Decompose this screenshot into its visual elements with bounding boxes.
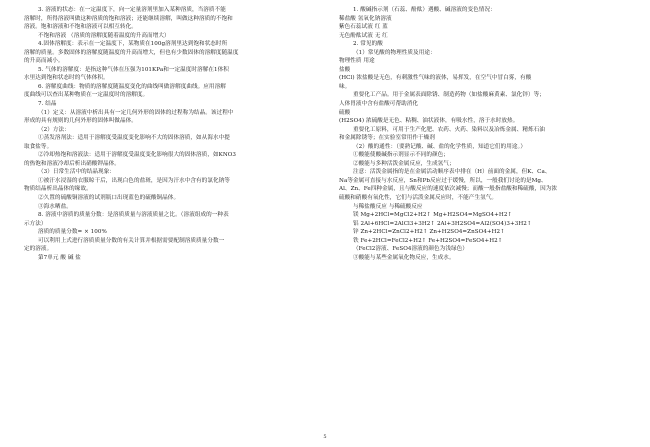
text-line: ②久置的硫酸铜溶液的试剂瓶口出现蓝色的硫酸铜晶体。 bbox=[38, 195, 180, 202]
text-line: （1）常见酸的物理性质及用途： bbox=[353, 49, 436, 56]
equation-line: 铝 2Al+6HCl=2AlCl3+3H2↑ 2Al+3H2SO4=Al2(SO4)3+3H2↑ bbox=[353, 220, 532, 227]
text-line: ②冷却热饱和溶液法：适用于溶解度受温度变化影响很大的固体溶质，如KNO3 bbox=[38, 152, 237, 159]
text-line: 示方法） bbox=[24, 220, 47, 227]
text-line: 溶液。饱和溶液和不饱和溶液可以相互转化。 bbox=[24, 24, 137, 31]
text-line: （1）定义：从溶液中析出具有一定几何外形的固体的过程称为结晶。该过程中 bbox=[38, 109, 234, 116]
text-line: 5. 气体的溶解度：是指这种气体在压强为101KPa和一定温度时溶解在1体积 bbox=[38, 66, 229, 73]
text-line: 1. 酸碱指示剂（石蕊、酚酞）遇酸、碱溶液的变色情况： bbox=[353, 7, 496, 13]
text-line: (H2SO4) 浓硫酸是无色、粘稠、油状液体，有吸水性，溶于水时放热。 bbox=[339, 118, 519, 125]
text-line: 重要化工原料，可用于生产化肥、农药、火药、染料以及冶炼金属、精炼石油 bbox=[353, 126, 545, 133]
text-line: 度曲线可以查出某种物质在一定温度时的溶解度。 bbox=[24, 92, 149, 99]
text-line: 2. 常见的酸 bbox=[353, 41, 383, 48]
text-line: 与稀盐酸反应 与稀硫酸反应 bbox=[353, 203, 423, 210]
text-line: 味。 bbox=[339, 83, 351, 90]
text-line: 3. 溶液的状态：在一定温度下，向一定量溶剂里加入某种溶质，当溶质不能 bbox=[38, 7, 226, 13]
text-line: 溶解时，所得溶液叫做这种溶质的饱和溶液；还能继续溶解，叫做这种溶质的不饱和 bbox=[24, 15, 233, 22]
text-line: 取食盐等。 bbox=[24, 143, 53, 150]
formula-line: 溶质的质量分数= × 100% bbox=[38, 229, 107, 236]
text-line: 和金属除锈等；在实验室常用作干燥剂 bbox=[339, 135, 435, 142]
equation-line: 铁 Fe+2HCl=FeCl2+H2↑ Fe+H2SO4=FeSO4+H2↑ bbox=[353, 237, 503, 244]
unit-heading: 第7单元 酸 碱 盐 bbox=[38, 254, 81, 261]
text-line: 物质结晶析出晶体的缘故。 bbox=[24, 186, 92, 193]
text-line: ①酸能使酸碱指示剂显示不同的颜色； bbox=[353, 152, 449, 159]
equation-line: 镁 Mg+2HCl=MgCl2+H2↑ Mg+H2SO4=MgSO4+H2↑ bbox=[353, 212, 513, 219]
text-line: 硫酸和硝酸有氧化性，它们与活泼金属反应时，不能产生氢气。 bbox=[339, 195, 498, 202]
text-line: ③酸能与某些金属氧化物反应，生成水。 bbox=[353, 254, 455, 261]
page-number: 5 bbox=[323, 434, 327, 440]
text-line: 物理性质 用途 bbox=[339, 58, 375, 65]
equation-line: 锌 Zn+2HCl=ZnCl2+H2↑ Zn+H2SO4=ZnSO4+H2↑ bbox=[353, 229, 505, 236]
text-line: （3）日常生活中的结晶现象： bbox=[38, 169, 115, 176]
text-line: 7. 结晶 bbox=[38, 101, 57, 108]
text-line: ①蒸发溶剂法：适用于溶解度受温度变化影响不大的固体溶质，如从海水中提 bbox=[38, 135, 230, 142]
text-line: 可以利用上式进行溶质质量分数的有关计算并根据需要配制溶质质量分数一 bbox=[38, 237, 225, 244]
text-line: 水里达到饱和状态时的气体体积。 bbox=[24, 75, 109, 82]
text-line: 溶解的质量。多数固体的溶解度随温度的升高而增大，但也有少数固体的溶解度随温度 bbox=[24, 49, 239, 56]
text-line: 人体胃液中含有盐酸可帮助消化 bbox=[339, 101, 419, 108]
text-line: 4.固体溶解度：表示在一定温度下，某物质在100g溶剂里达到饱和状态时所 bbox=[38, 41, 228, 48]
text-line: （2）方法： bbox=[38, 126, 70, 133]
text-line: 盐酸 bbox=[339, 66, 351, 73]
text-line: 8. 溶液中溶质的质量分数：是溶质质量与溶液质量之比。（溶液组成的一种表 bbox=[38, 212, 229, 219]
text-line: 6. 溶解度曲线：物质的溶解度随温度变化的曲线叫做溶解度曲线。应用溶解 bbox=[38, 83, 226, 90]
text-line: （FeCl2溶液、FeSO4溶液的颜色为浅绿色） bbox=[353, 246, 468, 253]
text-line: 形成的具有规则的几何外形的固体叫做晶体。 bbox=[24, 118, 137, 125]
text-line: 紫色石蕊试液 红 蓝 bbox=[339, 24, 388, 31]
text-line: ②酸能与多种活泼金属反应，生成氢气； bbox=[353, 160, 455, 167]
left-text-column bbox=[24, 6, 320, 262]
text-line: 不饱和溶液 （溶质的溶解度随着温度的升高而增大） bbox=[38, 32, 170, 39]
text-line: 的热饱和溶液冷却后析出硝酸钾晶体。 bbox=[24, 160, 120, 167]
text-line: Na等金属可直接与水反应，Sn和Pb反应过于缓慢，所以，一般我们讨论的是Mg、 bbox=[339, 177, 547, 184]
text-line: 无色酚酞试液 无 红 bbox=[339, 32, 388, 39]
text-line: Al、Zn、Fe四种金属，且与酸反应的速度依次减慢；而酸一般指盐酸和稀硫酸，因为浓 bbox=[339, 186, 558, 193]
text-line: (HCl) 浓盐酸是无色，有刺激性气味的液体，易挥发，在空气中冒白雾，有酸 bbox=[339, 75, 532, 82]
text-line: 注意：活泼金属指的是在金属活动顺序表中排在（H）前面的金属，但K、Ca、 bbox=[353, 169, 551, 176]
text-line: 硫酸 bbox=[339, 109, 351, 116]
text-line: （2）酸的通性：（要熟记酸、碱、盐的化学性质，知道它们的用途。） bbox=[353, 143, 526, 150]
text-line: 的升高而减小。 bbox=[24, 58, 64, 65]
text-line: 稀盐酸 氢氧化钠溶液 bbox=[339, 15, 392, 22]
text-line: ①被汗水浸湿的衣服晾干后，出现白色的盐斑，是因为汗水中含有的氯化钠等 bbox=[38, 177, 230, 184]
right-text-column bbox=[339, 6, 636, 262]
text-line: 定的溶液。 bbox=[24, 246, 53, 253]
text-line: 重要化工产品。用于金属表面除锈、制造药物（如盐酸麻黄素、氯化锌）等； bbox=[353, 92, 545, 99]
text-line: ③海水晒盐。 bbox=[38, 203, 72, 210]
